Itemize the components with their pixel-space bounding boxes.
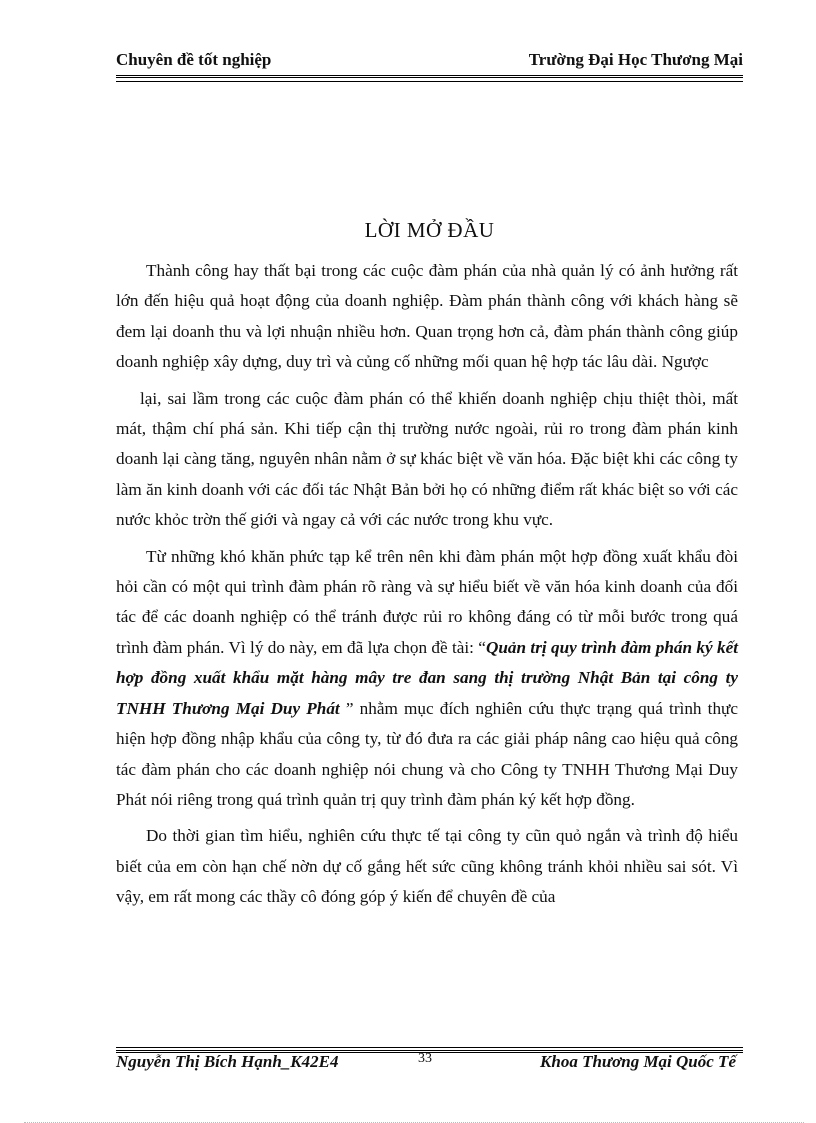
paragraph-2: lại, sai lầm trong các cuộc đàm phán có thể khiến doanh nghiệp chịu thiệt thòi, mất mát, thậm chí phá sản. Khi tiếp cận thị trường nước ngoài, rủi ro trong đàm phán kinh doanh lại càng tăng, nguyên nhân nằm ở sự khác biệt về văn hóa. Đặc biệt khi các công ty làm ăn kinh doanh với các đối tác Nhật Bản bởi họ có những điểm rất khác biệt so với các nước khỏc trờn thế giới và ngay cả với các nước trong khu vực.: [116, 388, 738, 530]
paragraph-3-end: ” nhằm mục đích nghiên cứu thực trạng quá trình thực hiện hợp đồng nhập khẩu của công ty, từ đó đưa ra các giải pháp nâng cao hiệu quả công tác đàm phán cho các doanh nghiệp nói chung và cho Công ty TNHH Thương Mại Duy Phát nói riêng trong quá trình quản trị quy trình đàm phán ký kết hợp đồng.: [116, 698, 738, 809]
thesis-topic: Quản trị quy trình đàm phán ký kết hợp đồng xuất khẩu mặt hàng mây tre đan sang thị trường Nhật Bản tại công ty TNHH Thương Mại Duy Phát: [116, 637, 738, 718]
header-rule: [116, 75, 743, 82]
header-left: Chuyên đề tốt nghiệp: [116, 50, 272, 69]
paragraph-1: Thành công hay thất bại trong các cuộc đàm phán của nhà quản lý có ảnh hưởng rất lớn đến hiệu quả hoạt động của doanh nghiệp. Đàm phán thành công với khách hàng sẽ đem lại doanh thu và lợi nhuận nhiều hơn. Quan trọng hơn cả, đàm phán thành công giúp doanh nghiệp xây dựng, duy trì và củng cố những mối quan hệ hợp tác lâu dài. Ngược: [116, 261, 738, 372]
section-title: LỜI MỞ ĐẦU: [364, 218, 495, 242]
body-text: [116, 256, 738, 913]
paragraph-3-start: Từ những khó khăn phức tạp kể trên nên khi đàm phán một hợp đồng xuất khẩu đòi hỏi cần có một qui trình đàm phán rõ ràng và sự hiểu biết về văn hóa kinh doanh của đối tác để các doanh nghiệp có thể tránh được rủi ro không đáng có từ mỗi bước trong quá trình đàm phán. Vì lý do này, em đã lựa chọn đề tài: “: [116, 546, 738, 657]
page-header: [116, 50, 743, 74]
header-right: Trường Đại Học Thương Mại: [528, 50, 743, 69]
footer-author: Nguyễn Thị Bích Hạnh_K42E4: [116, 1052, 339, 1071]
footer-department: Khoa Thương Mại Quốc Tế: [540, 1052, 736, 1071]
page-number: 33: [418, 1051, 432, 1066]
paragraph-4: Do thời gian tìm hiểu, nghiên cứu thực tế tại công ty cũn quỏ ngắn và trình độ hiểu biết của em còn hạn chế nờn dự cố gắng hết sức cũng không tránh khỏi nhiều sai sót. Vì vậy, em rất mong các thầy cô đóng góp ý kiến để chuyên đề của: [116, 826, 738, 907]
paragraph-3: [116, 542, 738, 816]
